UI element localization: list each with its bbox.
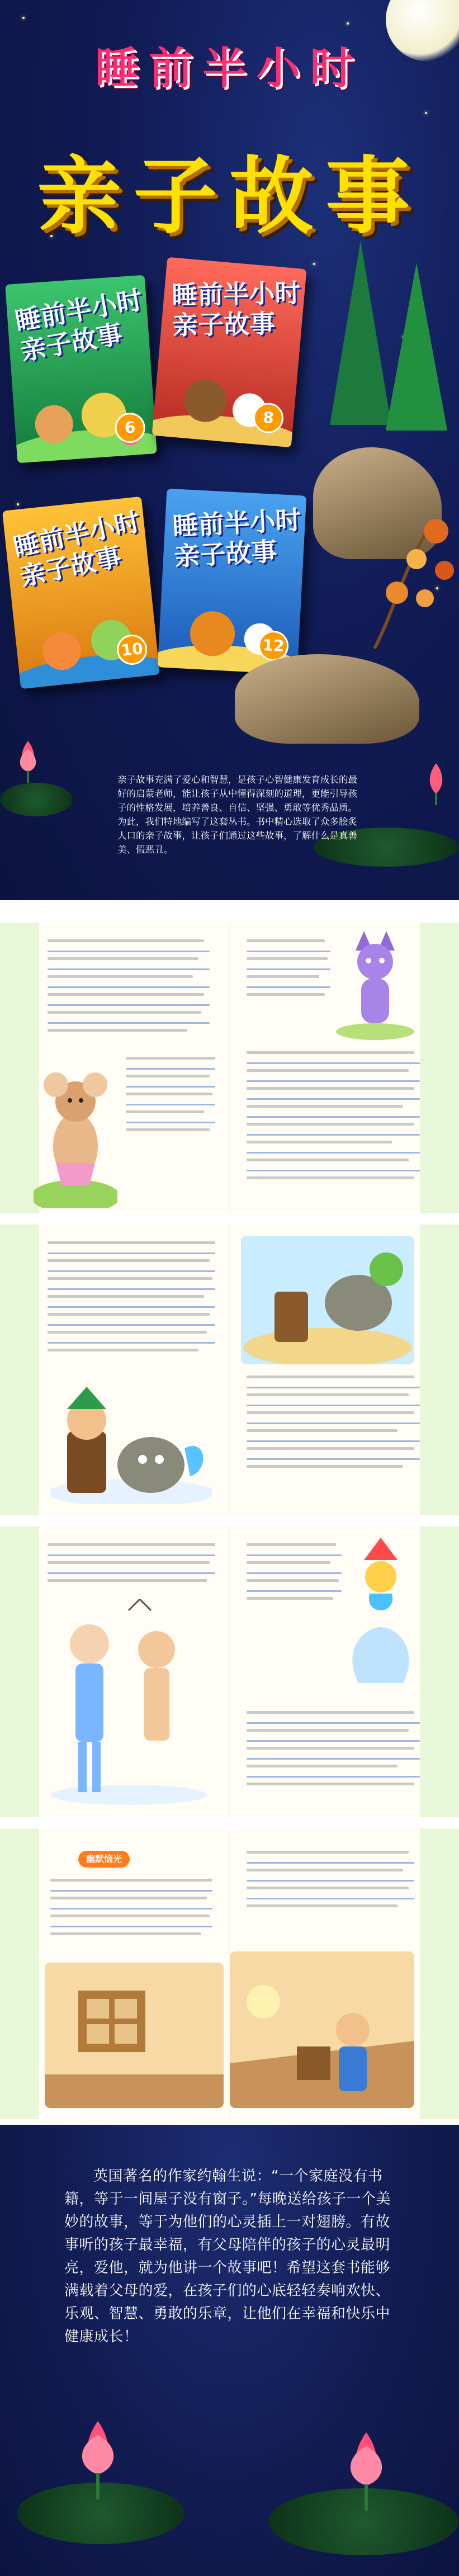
margin-notes bbox=[420, 1225, 459, 1515]
friends-illustration bbox=[50, 1381, 212, 1504]
left-page bbox=[0, 1526, 229, 1817]
volume-badge: 10 bbox=[115, 633, 148, 666]
lamp-genie-illustration bbox=[342, 1538, 420, 1705]
series-title: 睡前半小时 bbox=[95, 44, 364, 94]
book-cover-art bbox=[152, 352, 299, 447]
margin-notes bbox=[0, 1828, 39, 2119]
margin-notes bbox=[420, 1828, 459, 2119]
hero-banner bbox=[0, 0, 459, 900]
volume-badge: 6 bbox=[114, 412, 146, 444]
mouse-illustration bbox=[34, 1051, 117, 1208]
book-cover-title: 睡前半小时 亲子故事 bbox=[12, 284, 145, 366]
book-cover-1 bbox=[5, 275, 157, 464]
main-title: 亲子故事 bbox=[37, 148, 422, 245]
room-illustration-left bbox=[45, 1963, 224, 2108]
right-page bbox=[230, 1225, 459, 1515]
room-illustration-right bbox=[230, 1951, 414, 2108]
book-cover-2 bbox=[152, 257, 307, 448]
sample-spread-4 bbox=[0, 1828, 459, 2119]
pine-tree-icon bbox=[330, 240, 391, 425]
story-title-badge: 幽默恼光 bbox=[78, 1851, 130, 1868]
left-page bbox=[0, 1225, 229, 1515]
right-page bbox=[230, 923, 459, 1213]
puppet-illustration bbox=[45, 1599, 212, 1806]
margin-notes bbox=[420, 923, 459, 1213]
margin-notes bbox=[420, 1526, 459, 1817]
cat-illustration bbox=[336, 928, 414, 1040]
book-cover-4 bbox=[158, 489, 306, 675]
margin-notes bbox=[0, 1526, 39, 1817]
volume-badge: 12 bbox=[258, 630, 290, 662]
closing-section bbox=[0, 2125, 459, 2576]
sample-spread-3 bbox=[0, 1526, 459, 1817]
autumn-branch-icon bbox=[363, 492, 458, 649]
margin-notes bbox=[0, 1225, 39, 1515]
lotus-flower-icon bbox=[419, 760, 453, 805]
intro-paragraph: 亲子故事充满了爱心和智慧，是孩子心智健康发育成长的最好的启蒙老师，能让孩子从中懂得深刻的道理，更能引导孩子的性格发展，培养善良、自信、坚强、勇敢等优秀品质。为此，我们特地编写了这套丛书。书中精心选取了众多脍炙人口的亲子故事，让孩子们通过这些故事，了解什么是真善美、假恶丑。 bbox=[117, 774, 357, 855]
book-cover-title: 睡前半小时 亲子故事 bbox=[171, 277, 301, 341]
book-cover-title: 睡前半小时 亲子故事 bbox=[11, 506, 143, 592]
right-page bbox=[230, 1828, 459, 2119]
pine-tree-icon bbox=[386, 263, 447, 431]
right-page bbox=[230, 1526, 459, 1817]
lotus-flower-icon bbox=[67, 2416, 129, 2499]
sample-pages bbox=[0, 900, 459, 2125]
rock-icon bbox=[235, 654, 419, 744]
book-cover-3 bbox=[2, 497, 160, 689]
island-illustration bbox=[241, 1236, 414, 1364]
book-cover-title: 睡前半小时 亲子故事 bbox=[172, 504, 302, 572]
lotus-flower-icon bbox=[11, 738, 45, 783]
volume-badge: 8 bbox=[252, 401, 285, 434]
closing-quote: 英国著名的作家约翰生说：“一个家庭没有书籍，等于一间屋子没有窗子。”每晚送给孩子一个美妙的故事，等于为他们的心灵插上一对翅膀。有故事听的孩子最幸福，有父母陪伴的孩子的心灵最明亮，爱他，就为他讲一个故事吧！希望这套书能够满载着父母的爱，在孩子们的心底轻轻奏响欢快、乐观、智慧、勇敢的乐章，让他们在幸福和快乐中健康成长！ bbox=[64, 2168, 391, 2345]
left-page bbox=[0, 923, 229, 1213]
lotus-flower-icon bbox=[335, 2427, 397, 2511]
sample-spread-1 bbox=[0, 923, 459, 1213]
left-page bbox=[0, 1828, 229, 2119]
lotus-leaf-icon bbox=[0, 783, 73, 816]
sample-spread-2 bbox=[0, 1225, 459, 1515]
